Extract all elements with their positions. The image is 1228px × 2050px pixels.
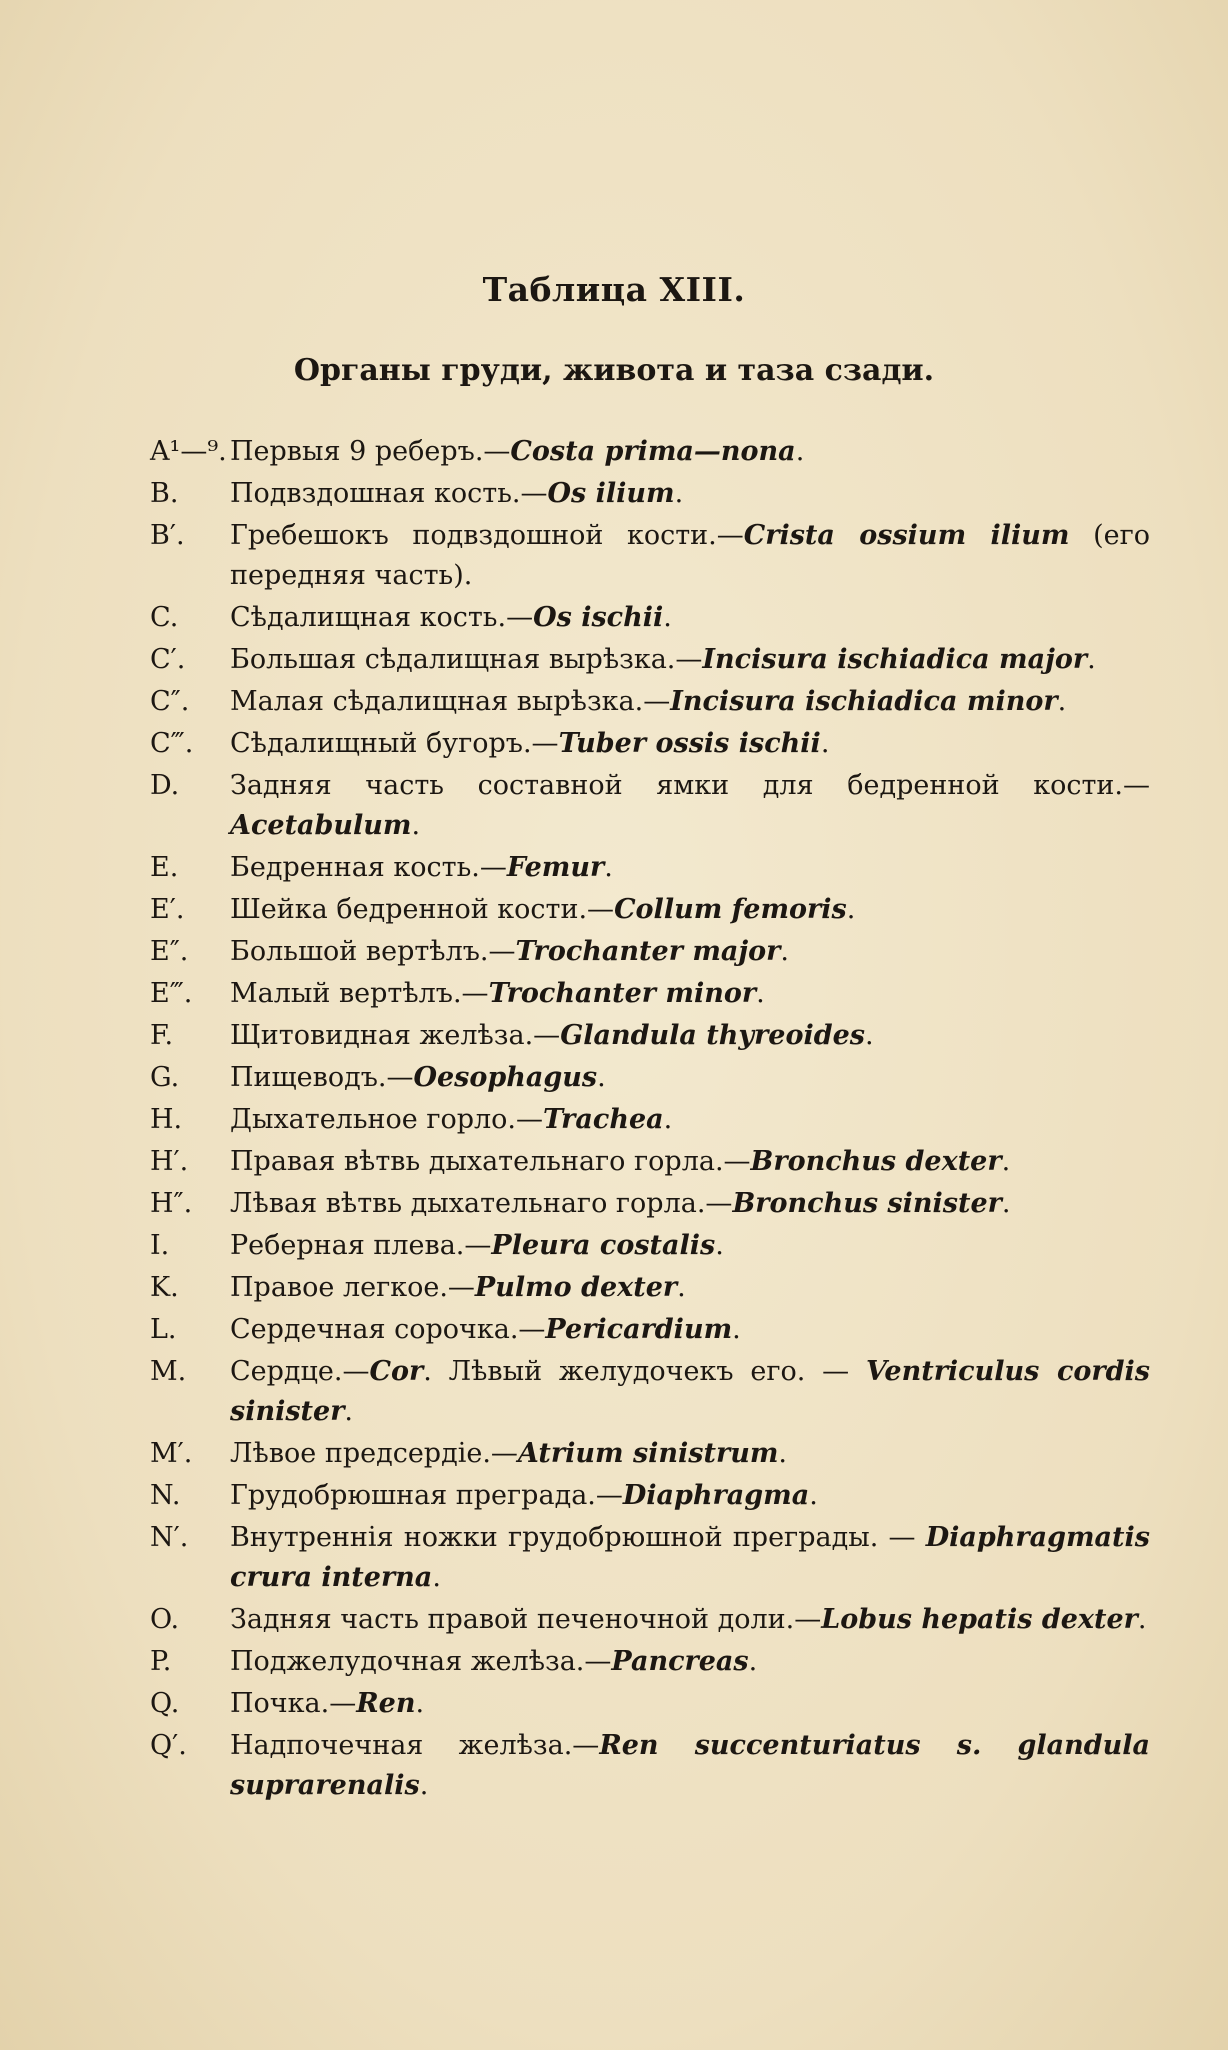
entry-label: I.	[150, 1230, 170, 1261]
entry-label: C″.	[150, 686, 190, 717]
entry-russian-term: Задняя часть правой печеночной доли.—	[230, 1604, 822, 1635]
entry-text-tail: .	[715, 1230, 724, 1261]
entry-text	[230, 640, 1150, 680]
entry-label: G.	[150, 1062, 180, 1093]
entry-row	[150, 766, 1150, 846]
entry-label: H″.	[150, 1188, 193, 1219]
entry-russian-term: Поджелудочная желѣза.—	[230, 1646, 612, 1677]
entry-text	[230, 432, 1150, 472]
entry-russian-term: Пищеводъ.—	[230, 1062, 414, 1093]
entry-russian-term: Бедренная кость.—	[230, 852, 507, 883]
entry-russian-term: Малый вертѣлъ.—	[230, 978, 489, 1009]
entry-text	[230, 932, 1150, 972]
entry-text-tail: .	[663, 602, 672, 633]
entry-text-tail: .	[846, 894, 856, 925]
entry-label: A¹—⁹.	[150, 436, 227, 467]
entry-text-tail: .	[756, 978, 765, 1009]
entry-latin-term: Pancreas	[611, 1646, 749, 1677]
entry-row	[150, 1058, 1150, 1098]
entry-text-tail: .	[809, 1480, 818, 1511]
entry-russian-term: Надпочечная желѣза.—	[230, 1730, 600, 1761]
entry-text-tail: .	[415, 1688, 425, 1719]
entry-russian-term: Почка.—	[230, 1688, 357, 1719]
entry-label: B.	[150, 478, 179, 509]
entry-text	[230, 890, 1150, 930]
entry-row	[150, 1726, 1150, 1806]
entry-russian-term: Задняя часть составной ямки для бедренной кости.—	[230, 770, 1150, 801]
entry-latin-term: Crista ossium ilium	[743, 520, 1070, 551]
entry-text	[230, 1600, 1150, 1640]
entry-label: L.	[150, 1314, 177, 1345]
entry-text-tail: .	[677, 1272, 686, 1303]
entry-label: C‴.	[150, 728, 194, 759]
entry-row	[150, 1434, 1150, 1474]
entry-text-tail: .	[419, 1770, 429, 1801]
page-subtitle: Органы груди, живота и таза сзади.	[293, 353, 935, 388]
entry-russian-term: Подвздошная кость.—	[230, 478, 548, 509]
entry-russian-term: Гребешокъ подвздошной кости.—	[230, 520, 744, 551]
entry-row	[150, 1142, 1150, 1182]
entry-row	[150, 848, 1150, 888]
entry-russian-term: Шейка бедренной кости.—	[230, 894, 615, 925]
entry-latin-term: Trochanter major	[515, 936, 781, 967]
entry-label: E′.	[150, 894, 185, 925]
entry-label: H′.	[150, 1146, 189, 1177]
entry-russian-term: Первыя 9 реберъ.—	[230, 436, 511, 467]
entry-latin-term: Collum femoris	[614, 894, 847, 925]
entry-label: D.	[150, 770, 180, 801]
entry-latin-term: Pericardium	[545, 1314, 733, 1345]
entry-latin-term: Bronchus sinister	[732, 1188, 1002, 1219]
entry-row	[150, 974, 1150, 1014]
entry-latin-term: Os ilium	[547, 478, 675, 509]
entry-latin-term: Cor	[369, 1356, 424, 1387]
entry-text	[230, 516, 1150, 596]
entry-label: P.	[150, 1646, 172, 1677]
entry-row	[150, 640, 1150, 680]
entry-russian-term: Лѣвое предсердіе.—	[230, 1438, 518, 1469]
entry-russian-term: Лѣвая вѣтвь дыхательнаго горла.—	[230, 1188, 733, 1219]
entry-row	[150, 1100, 1150, 1140]
entry-latin-term: Pulmo dexter	[474, 1272, 678, 1303]
entry-label: B′.	[150, 520, 185, 551]
entry-russian-term: Щитовидная желѣза.—	[230, 1020, 561, 1051]
entry-text	[230, 766, 1150, 846]
entry-latin-term: Trachea	[543, 1104, 664, 1135]
entry-text	[230, 1226, 1150, 1266]
entry-russian-term: Большая сѣдалищная вырѣзка.—	[230, 644, 703, 675]
entry-text	[230, 1726, 1150, 1806]
entry-text-tail: .	[748, 1646, 758, 1677]
entry-russian-term: Внутреннія ножки грудобрюшной преграды. —	[230, 1522, 926, 1553]
entry-row	[150, 932, 1150, 972]
entry-text	[230, 1016, 1150, 1056]
entry-label: K.	[150, 1272, 179, 1303]
entry-label: N.	[150, 1480, 181, 1511]
entry-label: M.	[150, 1356, 187, 1387]
entry-text-tail-2: .	[344, 1396, 354, 1427]
entry-label: M′.	[150, 1438, 193, 1469]
entry-text-tail: .	[1057, 686, 1067, 717]
entry-latin-term: Costa prima—nona	[510, 436, 796, 467]
entry-text	[230, 1684, 1150, 1724]
entry-row	[150, 516, 1150, 596]
entry-russian-term: Грудобрюшная преграда.—	[230, 1480, 623, 1511]
entry-text	[230, 1184, 1150, 1224]
entry-russian-term: Сердечная сорочка.—	[230, 1314, 546, 1345]
entry-text-tail: .	[1001, 1146, 1011, 1177]
entry-russian-term: Дыхательное горло.—	[230, 1104, 544, 1135]
entry-text-tail: .	[597, 1062, 606, 1093]
entry-russian-term: Правое легкое.—	[230, 1272, 475, 1303]
entry-text-tail: .	[604, 852, 613, 883]
entry-text	[230, 1058, 1150, 1098]
entry-russian-term: Сѣдалищный бугоръ.—	[230, 728, 559, 759]
entry-latin-term: Trochanter minor	[488, 978, 757, 1009]
entry-text-tail: .	[865, 1020, 874, 1051]
entry-text	[230, 682, 1150, 722]
entry-text-tail: (его передняя часть).	[230, 520, 1150, 591]
entry-text-tail: .	[1087, 644, 1096, 675]
entry-russian-term: Реберная плева.—	[230, 1230, 492, 1261]
entry-latin-term: Os ischii	[533, 602, 664, 633]
entry-text-tail: .	[820, 728, 830, 759]
entry-list	[150, 432, 1150, 1808]
entry-text-tail: .	[732, 1314, 741, 1345]
entry-text-tail: .	[795, 436, 805, 467]
entry-latin-term: Bronchus dexter	[750, 1146, 1002, 1177]
entry-row	[150, 682, 1150, 722]
entry-row	[150, 1226, 1150, 1266]
entry-latin-term: Lobus hepatis dexter	[821, 1604, 1138, 1635]
entry-label: C′.	[150, 644, 186, 675]
entry-latin-term: Diaphragmatis crura interna	[230, 1522, 1150, 1593]
entry-latin-term: Tuber ossis ischii	[558, 728, 821, 759]
entry-text-tail: . Лѣвый желудочекъ его. —	[423, 1356, 866, 1387]
entry-label: E‴.	[150, 978, 193, 1009]
entry-text-tail: .	[778, 1438, 787, 1469]
entry-latin-term: Diaphragma	[622, 1480, 810, 1511]
entry-latin-term-2: Ventriculus cordis sinister	[230, 1356, 1150, 1427]
entry-text	[230, 1476, 1150, 1516]
entry-row	[150, 1684, 1150, 1724]
entry-text-tail: .	[432, 1562, 441, 1593]
entry-latin-term: Pleura costalis	[491, 1230, 716, 1261]
entry-text	[230, 1352, 1150, 1432]
entry-text	[230, 1100, 1150, 1140]
entry-text	[230, 1642, 1150, 1682]
entry-row	[150, 1476, 1150, 1516]
entry-label: Q′.	[150, 1730, 187, 1761]
entry-label: F.	[150, 1020, 174, 1051]
entry-text	[230, 598, 1150, 638]
entry-latin-term: Oesophagus	[413, 1062, 598, 1093]
entry-row	[150, 598, 1150, 638]
entry-label: E″.	[150, 936, 189, 967]
entry-russian-term: Правая вѣтвь дыхательнаго горла.—	[230, 1146, 751, 1177]
entry-row	[150, 1184, 1150, 1224]
entry-text-tail: .	[1137, 1604, 1147, 1635]
entry-label: H.	[150, 1104, 183, 1135]
entry-text-tail: .	[411, 810, 421, 841]
entry-row	[150, 1310, 1150, 1350]
entry-text	[230, 974, 1150, 1014]
entry-text	[230, 1268, 1150, 1308]
entry-row	[150, 1352, 1150, 1432]
entry-label: E.	[150, 852, 179, 883]
entry-russian-term: Сѣдалищная кость.—	[230, 602, 534, 633]
entry-row	[150, 1016, 1150, 1056]
page-title: Таблица XIII.	[482, 270, 746, 309]
entry-russian-term: Сердце.—	[230, 1356, 370, 1387]
entry-row	[150, 1268, 1150, 1308]
entry-latin-term: Femur	[506, 852, 605, 883]
entry-row	[150, 1642, 1150, 1682]
entry-russian-term: Малая сѣдалищная вырѣзка.—	[230, 686, 671, 717]
entry-text	[230, 848, 1150, 888]
entry-latin-term: Acetabulum	[230, 810, 412, 841]
entry-text	[230, 1142, 1150, 1182]
entry-row	[150, 474, 1150, 514]
entry-latin-term: Glandula thyreoides	[560, 1020, 866, 1051]
entry-russian-term: Большой вертѣлъ.—	[230, 936, 516, 967]
entry-text	[230, 1434, 1150, 1474]
entry-latin-term: Incisura ischiadica minor	[670, 686, 1058, 717]
entry-text	[230, 1310, 1150, 1350]
entry-latin-term: Atrium sinistrum	[517, 1438, 779, 1469]
entry-row	[150, 432, 1150, 472]
entry-label: Q.	[150, 1688, 180, 1719]
entry-text-tail: .	[674, 478, 684, 509]
entry-text-tail: .	[663, 1104, 673, 1135]
entry-text	[230, 1518, 1150, 1598]
entry-row	[150, 1518, 1150, 1598]
entry-latin-term: Ren	[356, 1688, 416, 1719]
entry-text	[230, 474, 1150, 514]
entry-text-tail: .	[1001, 1188, 1011, 1219]
entry-row	[150, 1600, 1150, 1640]
entry-text-tail: .	[780, 936, 789, 967]
entry-text	[230, 724, 1150, 764]
entry-latin-term: Ren succenturiatus s. glandula suprarenalis	[230, 1730, 1150, 1801]
entry-row	[150, 890, 1150, 930]
entry-label: O.	[150, 1604, 180, 1635]
entry-latin-term: Incisura ischiadica major	[702, 644, 1088, 675]
entry-row	[150, 724, 1150, 764]
entry-label: C.	[150, 602, 179, 633]
entry-label: N′.	[150, 1522, 189, 1553]
